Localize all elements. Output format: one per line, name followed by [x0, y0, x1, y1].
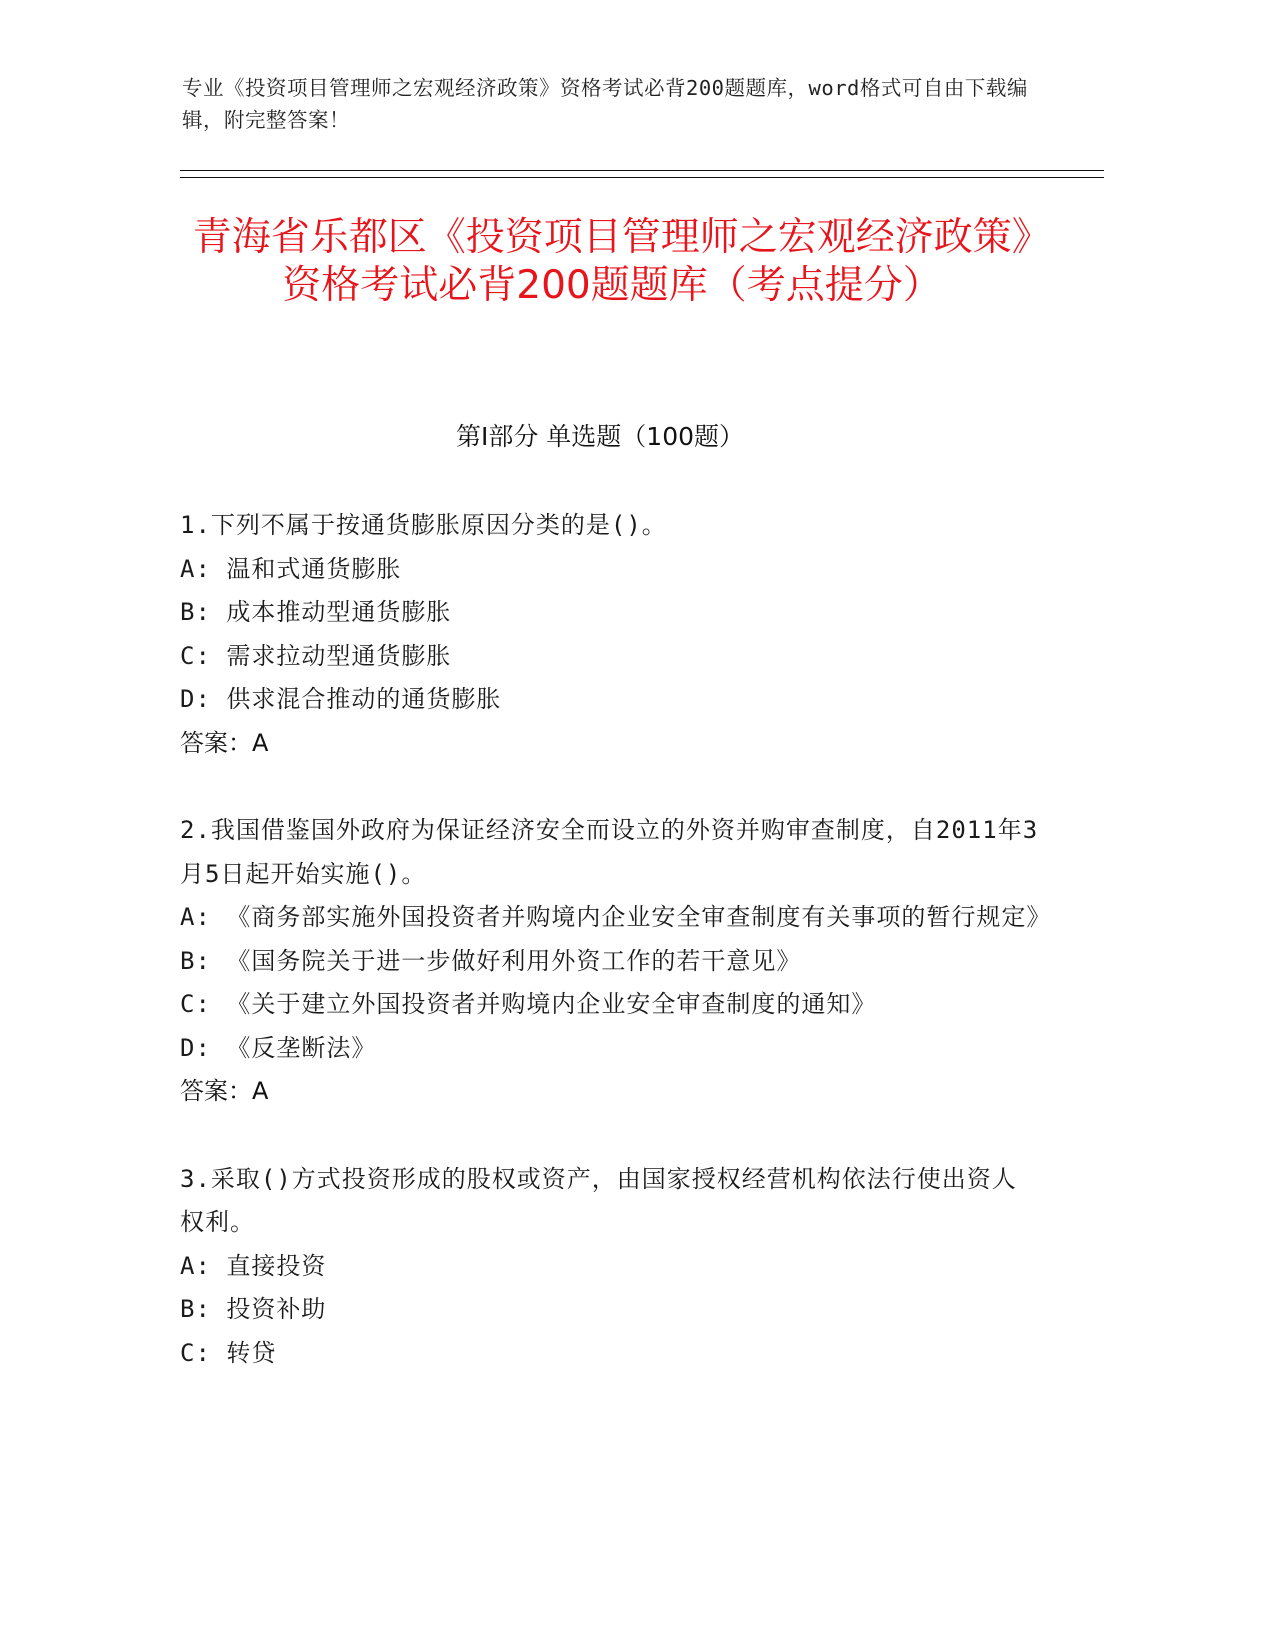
question-stem: 2.我国借鉴国外政府为保证经济安全而设立的外资并购审查制度，自2011年3月5日起开始实施()。: [180, 816, 1039, 888]
option-b: B: 投资补助: [180, 1295, 327, 1323]
section-title: 第I部分 单选题（100题）: [455, 422, 745, 451]
option-c: C: 转贷: [180, 1338, 277, 1367]
option-a: A: 《商务部实施外国投资者并购境内企业安全审查制度有关事项的暂行规定》: [180, 903, 1052, 931]
question-spacer: [180, 765, 1040, 809]
document-title: 青海省乐都区《投资项目管理师之宏观经济政策》资格考试必背200题题库（考点提分）: [192, 215, 1032, 308]
question-item: [180, 809, 1052, 1114]
answer: 答案：A: [180, 728, 269, 757]
option-b: B: 《国务院关于进一步做好利用外资工作的若干意见》: [180, 946, 802, 975]
option-b: B: 成本推动型通货膨胀: [180, 598, 452, 626]
option-a: A: 直接投资: [180, 1251, 327, 1280]
option-a: A: 温和式通货膨胀: [180, 554, 402, 583]
question-list: [180, 504, 1052, 1375]
header-divider-bottom: [180, 177, 1104, 178]
question-spacer: [180, 1114, 1040, 1158]
option-d: D: 供求混合推动的通货膨胀: [180, 685, 502, 713]
option-d: D: 《反垄断法》: [180, 1033, 377, 1062]
header-note: 专业《投资项目管理师之宏观经济政策》资格考试必背200题题库，word格式可自由下载编辑，附完整答案！: [182, 76, 1028, 132]
question-stem: 1.下列不属于按通货膨胀原因分类的是()。: [180, 511, 667, 539]
answer: 答案：A: [180, 1077, 269, 1105]
option-c: C: 需求拉动型通货膨胀: [180, 641, 452, 670]
question-item: [180, 504, 1040, 765]
question-stem: 3.采取()方式投资形成的股权或资产，由国家授权经营机构依法行使出资人权利。: [180, 1164, 1017, 1236]
header-divider-top: [180, 170, 1104, 171]
question-item: [180, 1158, 1040, 1376]
option-c: C: 《关于建立外国投资者并购境内企业安全审查制度的通知》: [180, 990, 877, 1018]
